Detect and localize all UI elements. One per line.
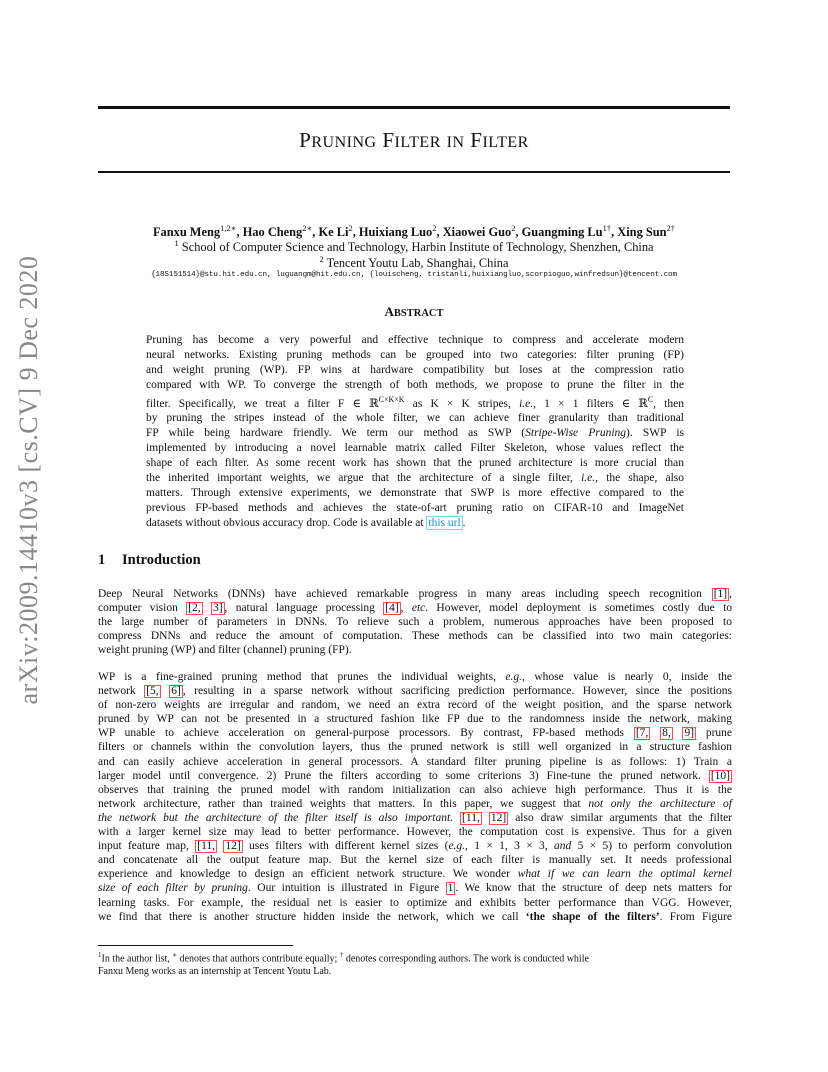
author-emails: {18S151514}@stu.hit.edu.cn, luguangm@hit.edu.cn, {louischeng, tristanli,huixiangluo,scorpioguo,winfredsun}@tencent.com xyxy=(151,271,677,279)
author: Xing Sun xyxy=(617,225,667,240)
citation-link[interactable]: [7, xyxy=(635,727,649,740)
citation-link[interactable]: 6] xyxy=(171,685,181,698)
citation-link[interactable]: [10] xyxy=(710,769,730,782)
citation-link[interactable]: 3] xyxy=(212,602,223,615)
section-heading-introduction: 1 Introduction xyxy=(98,552,201,568)
intro-paragraph-1: Deep Neural Networks (DNNs) have achieved remarkable progress in many areas including speech recognition [1] , computer vision [2, 3] , natural language processing [4] , etc. However, model deployment is sometimes costly due to the large number of parameters in DNNs. To relieve such a problem, numerous approaches have been proposed to compress DNNs and reduce the amount of computation. These methods can be classified into two main categories: weight pruning (WP) and filter (channel) pruning (FP). xyxy=(98,588,733,657)
title-bottom-rule xyxy=(98,171,730,173)
citation-link[interactable]: 8, xyxy=(662,727,671,740)
affiliation-2: $^2$ Tencent Youtu Lab, Shanghai, China xyxy=(319,254,509,271)
citation-link[interactable]: 12] xyxy=(490,811,507,824)
author: Fanxu Meng xyxy=(152,225,221,240)
citation-link[interactable]: [2, xyxy=(188,602,201,615)
author: Ke Li xyxy=(318,225,349,240)
citation-link[interactable]: [11, xyxy=(197,840,216,853)
abstract-heading: ABSTRACT xyxy=(384,304,444,319)
citation-link[interactable]: 9] xyxy=(684,727,695,740)
citation-link[interactable]: [1] xyxy=(713,588,728,600)
citation-link[interactable]: [4] xyxy=(385,602,399,615)
figure-reference-link[interactable]: 1 xyxy=(447,882,454,895)
paper-title: PRUNING FILTER IN FILTER xyxy=(299,128,529,152)
citation-link[interactable]: [11, xyxy=(462,811,480,824)
footnote-rule xyxy=(98,945,293,946)
author: Huixiang Luo xyxy=(358,225,433,240)
author: Hao Cheng xyxy=(242,225,303,240)
author: Xiaowei Guo xyxy=(442,225,512,240)
citation-link[interactable]: 12] xyxy=(225,840,241,853)
arxiv-identifier-stamp: arXiv:2009.14410v3 [cs.CV] 9 Dec 2020 xyxy=(14,255,43,705)
affiliation-1: $^1$ School of Computer Science and Technology, Harbin Institute of Technology, Shenzhen, China xyxy=(174,238,654,255)
author: Guangming Lu xyxy=(521,225,603,240)
abstract-body: Pruning has become a very powerful and effective technique to compress and accelerate modern neural networks. Existing pruning methods can be grouped into two categories: filter pruning (FP) and weight pruning (WP). FP wins at hardware compatibility but loses at the compression ratio compared with WP. To converge the strength of both methods, we propose to prune the filter in the filter. Specifically, we treat a filter F ∈ ℝ$^{C\times K\times K}$ as K × K stripes, i.e., 1 × 1 filters ∈ ℝ$^C$, then by pruning the stripes instead of the whole filter, we can achieve finer granularity than traditional FP while being hardware friendly. We term our method as SWP (Stripe-Wise Pruning). SWP is implemented by introducing a novel learnable matrix called Filter Skeleton, whose values reflect the shape of each filter. As some recent work has shown that the pruned architecture is more crucial than the inherited important weights, we argue that the architecture of a single filter, i.e., the shape, also matters. Through extensive experiments, we demonstrate that SWP is more effective compared to the previous FP-based methods and achieves the state-of-art pruning ratio on CIFAR-10 and ImageNet datasets without obvious accuracy drop. Code is available at this url . xyxy=(146,334,684,529)
code-link[interactable]: this url xyxy=(428,516,461,529)
title-top-rule xyxy=(98,106,730,109)
author-list: Fanxu Meng$^{1,2∗}$, Hao Cheng$^{2∗}$, Ke Li$^2$, Huixiang Luo$^2$, Xiaowei Guo$^2$, Guangming $Lu^{1\dagger}$, Xing Sun$^{2\dagger}$ xyxy=(152,223,676,240)
footnote: $^1$In the author list, ∗ denotes that authors contribute equally; † denotes corresponding authors. The work is conducted while Fanxu Meng works as an internship at Tencent Youtu Lab. xyxy=(98,951,589,978)
citation-link[interactable]: [5, xyxy=(146,685,159,698)
intro-paragraph-2: WP is a fine-grained pruning method that prunes the individual weights, e.g., whose value is nearly 0, inside the network [5, 6] , resulting in a sparse network without sacrificing prediction performance. However, since the positions of non-zero weights are irregular and random, we need an extra record of the weight position, and the sparse network pruned by WP can not be presented in a structured fashion like FP due to the randomness inside the network, making WP unable to achieve acceleration on general-purpose processors. By contrast, FP-based methods [7, 8, 9] prune filters or channels within the convolution layers, thus the pruned network is still well organized in a structure fashion and can easily achieve acceleration in general processors. A standard filter pruning pipeline is as follows: 1) Train a larger model until convergence. 2) Prune the filters according to some criterions 3) Fine-tune the pruned network. [10] observes that training the pruned model with random initialization can also achieve high performance. Thus it is the network architecture, rather than trained weights that matters. In this paper, we suggest that not only the architecture of the network but the architecture of the filter itself is also important. [11, 12] also draw similar arguments that the filter with a larger kernel size may lead to better performance. However, the computation cost is expensive. Thus for a given input feature map, [11, 12] uses filters with different kernel sizes (e.g., 1 × 1, 3 × 3, and 5 × 5) to perform convolution and concatenate all the output feature map. But the kernel size of each filter is manually set. It needs professional experience and knowledge to design an efficient network structure. We wonder what if we can learn the optimal kernel size of each filter by pruning. Our intuition is illustrated in Figure 1 . We know that the structure of deep nets matters for learning tasks. For example, the residual net is easier to optimize and exhibits better performance than VGG. However, we find that there is another structure hidden inside the network, which we call ‘the shape of the filters’. From Figure xyxy=(98,671,733,923)
